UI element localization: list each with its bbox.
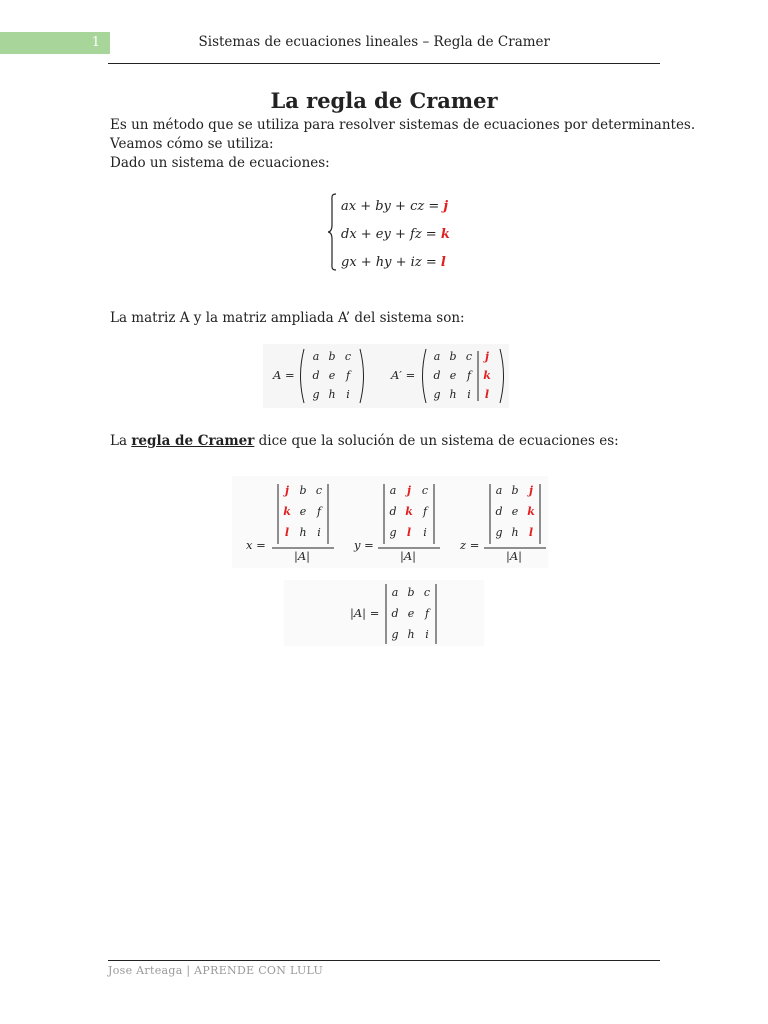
matrix-aprime-rhs-cell: j [485,350,489,363]
x-det-cell: k [283,505,291,518]
z-denominator: |A| [506,549,523,563]
x-det-cell: b [299,484,307,497]
y-det-cell: l [406,526,412,539]
rule-sentence [110,433,619,449]
equation-row-2 [341,227,450,242]
det-a-cell: b [407,586,415,599]
matrix-aprime-label: A′ = [391,368,416,382]
equation-row-3 [341,255,446,270]
equation-row-1 [341,199,448,214]
y-det-cell: j [407,484,411,497]
det-a-cell: i [425,628,429,641]
regla-de-cramer-link[interactable]: regla de Cramer [131,433,255,449]
equation-3-lhs: gx + hy + iz = [341,255,441,270]
y-det-cell: d [389,505,397,518]
y-label: y = [354,538,374,552]
header-divider [108,63,660,64]
det-a-cell: e [407,607,415,620]
equation-system [327,193,467,275]
det-a-cell: c [423,586,431,599]
y-det-cell: g [389,526,397,539]
cramer-formulas-figure [232,476,548,568]
footer-divider [108,960,660,961]
det-a-cell: f [424,607,430,620]
equation-3-rhs: l [440,255,446,270]
matrix-a-cell: c [344,350,352,363]
matrix-aprime-cell: d [433,369,441,382]
matrix-aprime-cell: h [449,388,457,401]
x-det-cell: h [299,526,307,539]
intro-line-3: Dado un sistema de ecuaciones: [110,155,330,171]
matrix-aprime-cell: i [467,388,471,401]
det-a-cell: a [391,586,399,599]
matrix-aprime-rhs-cell: k [483,369,491,382]
x-det-cell: l [284,526,290,539]
matrix-aprime-cell: a [433,350,441,363]
z-det-cell: g [495,526,503,539]
matrix-aprime-cell: g [433,388,441,401]
matrix-aprime-cell: e [449,369,457,382]
z-det-cell: h [511,526,519,539]
det-a-cell: h [407,628,415,641]
matrix-aprime-cell: b [449,350,457,363]
x-det-cell: j [285,484,289,497]
x-det-cell: c [315,484,323,497]
matrix-a-cell: a [312,350,320,363]
z-det-cell: a [495,484,503,497]
matrix-a-cell: d [312,369,320,382]
equation-1-lhs: ax + by + cz = [341,199,444,214]
z-det-cell: b [511,484,519,497]
z-det-cell: j [529,484,533,497]
matrix-sentence: La matriz A y la matriz ampliada A’ del sistema son: [110,310,465,326]
intro-line-2: Veamos cómo se utiliza: [110,136,274,152]
y-denominator: |A| [400,549,417,563]
det-a-label: |A| = [350,606,380,620]
x-label: x = [246,538,266,552]
z-det-cell: e [511,505,519,518]
y-det-cell: a [389,484,397,497]
matrix-a-label: A = [273,368,295,382]
footer-credit: Jose Arteaga | APRENDE CON LULU [108,964,324,977]
z-label: z = [460,538,480,552]
y-det-cell: f [422,505,428,518]
rule-sentence-prefix: La [110,433,132,449]
x-det-cell: e [299,505,307,518]
matrix-a-cell: f [345,369,351,382]
matrix-aprime-cell: f [466,369,472,382]
matrix-a-cell: e [328,369,336,382]
det-a-cell: d [391,607,399,620]
running-header-title: Sistemas de ecuaciones lineales – Regla de Cramer [198,34,550,50]
z-det-cell: d [495,505,503,518]
matrix-a-cell: g [312,388,320,401]
matrix-a-cell: h [328,388,336,401]
z-det-cell: k [527,505,535,518]
y-det-cell: c [421,484,429,497]
equation-2-lhs: dx + ey + fz = [341,227,441,242]
y-det-cell: k [405,505,413,518]
left-brace [327,193,337,271]
z-det-cell: l [528,526,534,539]
x-det-cell: i [317,526,321,539]
y-det-cell: i [423,526,427,539]
matrix-a-cell: i [346,388,350,401]
det-a-cell: g [391,628,399,641]
rule-sentence-suffix: dice que la solución de un sistema de ecuaciones es: [254,433,619,449]
matrix-aprime-cell: c [465,350,473,363]
equation-2-rhs: k [440,227,450,242]
matrix-aprime-rhs-cell: l [484,388,490,401]
matrix-a-cell: b [328,350,336,363]
intro-line-1: Es un método que se utiliza para resolver sistemas de ecuaciones por determinantes. [110,117,696,133]
page-number: 1 [91,35,100,50]
x-det-cell: f [316,505,322,518]
matrices-figure [263,344,509,408]
equation-1-rhs: j [443,199,449,214]
document-title: La regla de Cramer [270,88,498,113]
det-a-figure [284,580,484,646]
x-denominator: |A| [294,549,311,563]
